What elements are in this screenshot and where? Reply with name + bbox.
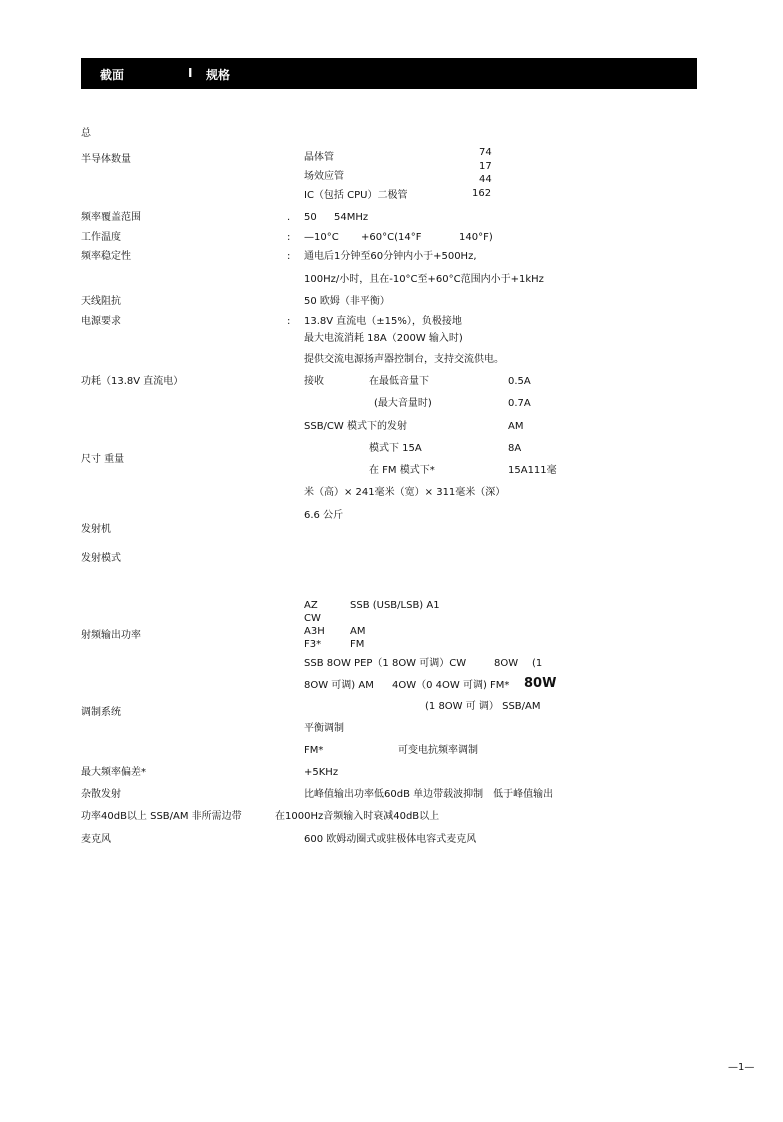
modulation-label: 调制系统 (81, 707, 121, 718)
power-req-line2: 最大电流消耗 18A（200W 输入时) (304, 333, 463, 344)
rf-power-line1b: 8OW (494, 658, 519, 669)
rf-power-label: 射频输出功率 (81, 630, 141, 641)
consumption-rx-max-value: 0.7A (508, 398, 531, 409)
spurious-label: 杂散发射 (81, 789, 121, 800)
consumption-label: 功耗（13.8V 直流电） (81, 376, 184, 387)
size-dims: 米（高）× 241毫米（宽）× 311毫米（深） (304, 487, 506, 498)
stability-label: 频率稳定性 (81, 251, 131, 262)
rf-power-line2c: 80W (524, 676, 557, 691)
ic-count: 44 (479, 174, 492, 185)
unwanted-sideband-label: 功率40dB以上 SSB/AM 非所需边带 (81, 811, 242, 822)
power-req-line3: 提供交流电源扬声器控制台，支持交流供电。 (304, 354, 504, 365)
fet-count: 17 (479, 161, 492, 172)
temp-sep: : (287, 232, 291, 243)
consumption-rx-max: (最大音量时) (374, 398, 432, 409)
freq-range-from: 50 (304, 212, 317, 223)
rf-power-line2b: 4OW（0 4OW 可调) FM* (392, 680, 510, 691)
freq-range-label: 频率覆盖范围 (81, 212, 141, 223)
modulation-line1: (1 8OW 可 调） SSB/AM (425, 701, 541, 712)
rf-power-line1a: SSB 8OW PEP（1 8OW 可调）CW (304, 658, 467, 669)
consumption-rx-min: 在最低音量下 (369, 376, 429, 387)
semiconductors-label: 半导体数量 (81, 154, 131, 165)
fet-label: 场效应管 (304, 171, 344, 182)
deviation-label: 最大频率偏差* (81, 767, 146, 778)
section-title: 规格 (206, 68, 231, 82)
consumption-rx: 接收 (304, 376, 324, 387)
modulation-line2: 平衡调制 (304, 723, 344, 734)
power-req-line1: 13.8V 直流电（±15%），负极接地 (304, 316, 462, 327)
transmitter-heading: 发射机 (81, 524, 111, 535)
power-req-sep: : (287, 316, 291, 327)
mic-value: 600 欧姆动圈式或驻极体电容式麦克风 (304, 834, 477, 845)
mic-label: 麦克风 (81, 834, 111, 845)
transistors-label: 晶体管 (304, 152, 334, 163)
consumption-tx: SSB/CW 模式下的发射 (304, 421, 407, 432)
modulation-fm: FM* (304, 745, 324, 756)
rf-power-line2a: 8OW 可调) AM (304, 680, 374, 691)
mode-f3-value: FM (350, 639, 365, 650)
spurious-value: 比峰值输出功率低60dB 单边带载波抑制 低于峰值输出 (304, 789, 554, 800)
section-header-bar (81, 58, 697, 89)
antenna-label: 天线阻抗 (81, 296, 121, 307)
consumption-tx-mode: 模式下 15A (369, 443, 422, 454)
temp-label: 工作温度 (81, 232, 121, 243)
section-separator: I (188, 66, 193, 80)
page-number: —1— (728, 1062, 755, 1073)
consumption-tx-fm-value: 15A111毫 (508, 465, 557, 476)
tx-modes-label: 发射模式 (81, 553, 121, 564)
consumption-tx-am: AM (508, 421, 524, 432)
stability-line2: 100Hz/小时，且在-10°C至+60°C范围内小于+1kHz (304, 274, 544, 285)
diode-count: 162 (472, 188, 492, 199)
consumption-tx-fm: 在 FM 模式下* (369, 465, 435, 476)
temp-high: +60°C(14°F (361, 232, 422, 243)
unwanted-sideband-value: 在1000Hz音频输入时衰减40dB以上 (275, 811, 440, 822)
size-weight-label: 尺寸 重量 (81, 454, 125, 465)
antenna-value: 50 欧姆（非平衡） (304, 296, 390, 307)
mode-a3h-value: AM (350, 626, 366, 637)
consumption-tx-mode-value: 8A (508, 443, 522, 454)
general-heading: 总 (81, 128, 91, 139)
freq-range-sep: . (287, 212, 291, 223)
stability-line1: 通电后1分钟至60分钟内小于+500Hz, (304, 251, 477, 262)
consumption-rx-min-value: 0.5A (508, 376, 531, 387)
stability-sep: : (287, 251, 291, 262)
mode-a1: AZ (304, 600, 318, 611)
power-req-label: 电源要求 (81, 316, 121, 327)
mode-cw: CW (304, 613, 321, 624)
freq-range-to: 54MHz (334, 212, 369, 223)
section-label: 截面 (100, 68, 125, 82)
deviation-value: +5KHz (304, 767, 339, 778)
mode-f3: F3* (304, 639, 322, 650)
ic-label: IC（包括 CPU）二极管 (304, 190, 408, 201)
mode-a3h: A3H (304, 626, 325, 637)
temp-high-f: 140°F) (459, 232, 493, 243)
transistors-count: 74 (479, 147, 492, 158)
mode-a1-value: SSB (USB/LSB) A1 (350, 600, 440, 611)
modulation-fm-value: 可变电抗频率调制 (398, 745, 478, 756)
weight-value: 6.6 公斤 (304, 510, 344, 521)
temp-low: —10°C (304, 232, 339, 243)
rf-power-line1c: (1 (532, 658, 543, 669)
